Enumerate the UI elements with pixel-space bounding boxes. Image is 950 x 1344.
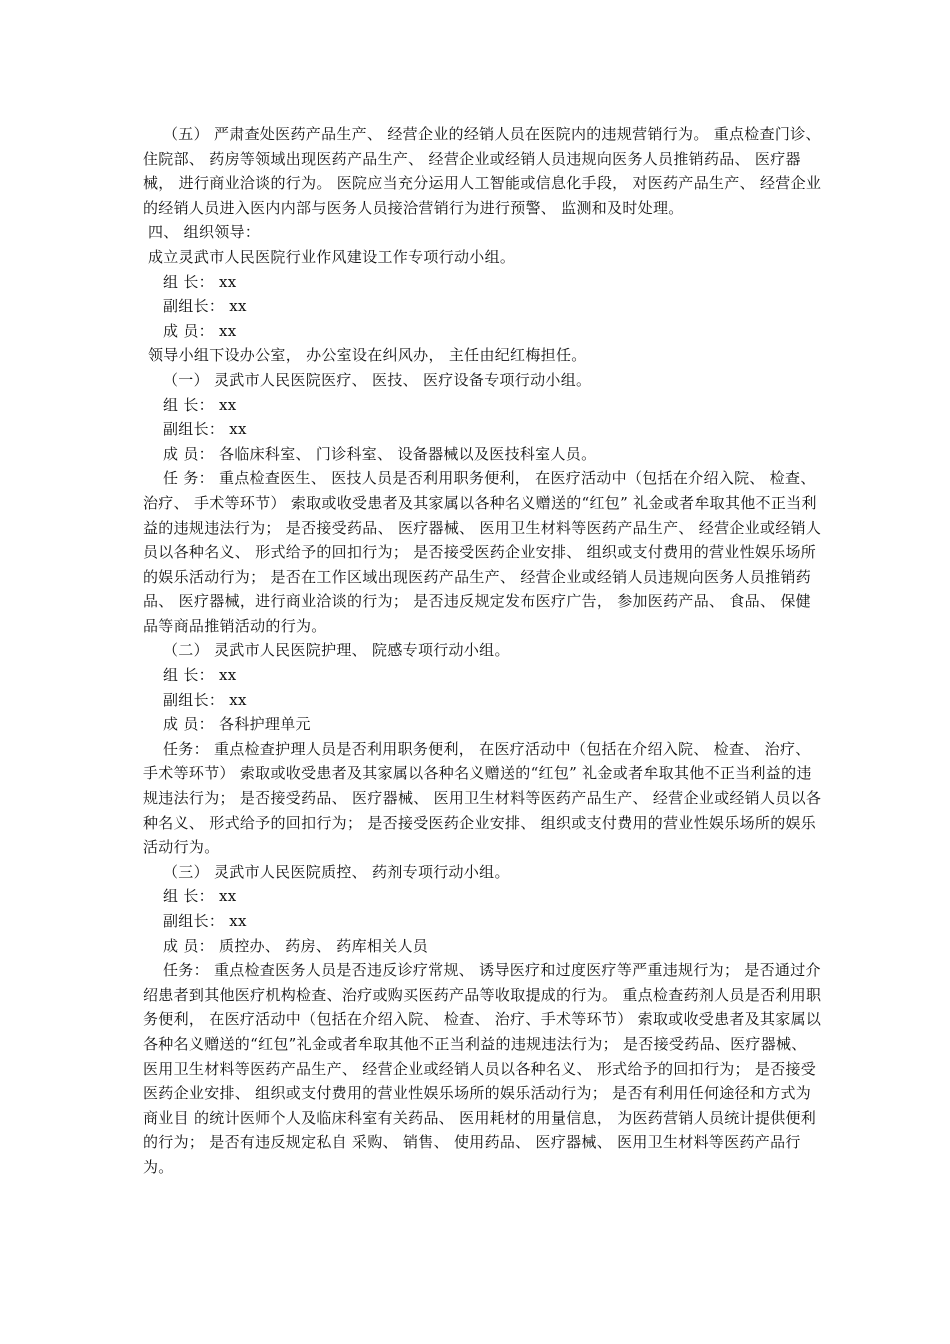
paragraph-group-established: 成立灵武市人民医院行业作风建设工作专项行动小组。 xyxy=(148,247,516,266)
subgroup-three-members: 成 员： 质控办、 药房、 药库相关人员 xyxy=(163,936,429,955)
office-line: 领导小组下设办公室， 办公室设在纠风办， 主任由纪红梅担任。 xyxy=(148,346,587,365)
subgroup-three-deputy: 副组长： xx xyxy=(163,912,247,930)
subgroup-one-leader: 组 长： xx xyxy=(163,395,237,414)
group-leader-line: 组 长： xx xyxy=(163,272,237,291)
subgroup-three-tasks: 任务： 重点检查医务人员是否违反诊疗常规、 诱导医疗和过度医疗等严重违规行为； 是否通过介绍患者到其他医疗机构检查、治疗或购买医药产品等收取提成的行为。 重点检查药剂人员是否利用职务便利， 在医疗活动中（包括在介绍入院、 检查、 治疗、手术等环节） 索取或收受患者及其家属以各种名义赠送的“红包”礼金或者牟取其他不正当利益的违规违法行为； 是否接受药品、医疗器械、 医用卫生材料等医药产品生产、 经营企业或经销人员以各种名义、 形式给予的回扣行为； 是否接受医药企业安排、 组织或支付费用的营业性娱乐场所的娱乐活动行为； 是否有利用任何途径和方式为商业目 的统计医师个人及临床科室有关药品、 医用耗材的用量信息， 为医药营销人员统计提供便利的行为； 是否有违反规定私自 采购、 销售、 使用药品、 医疗器械、 医用卫生材料等医药产品行为。 xyxy=(143,961,822,1176)
subgroup-two-tasks: 任务： 重点检查护理人员是否利用职务便利， 在医疗活动中（包括在介绍入院、 检查、 治疗、 手术等环节） 索取或收受患者及其家属以各种名义赠送的“红包” 礼金或者牟取其他不正当利益的违规违法行为； 是否接受药品、 医疗器械、 医用卫生材料等医药产品生产、 经营企业或经销人员以各种名义、 形式给予的回扣行为； 是否接受医药企业安排、 组织或支付费用的营业性娱乐场所的娱乐活动行为。 xyxy=(143,739,822,857)
paragraph-section-five: （五） 严肃查处医药产品生产、 经营企业的经销人员在医院内的违规营销行为。 重点检查门诊、 住院部、 药房等领域出现医药产品生产、 经营企业或经销人员违规向医务人员推销药品、 医疗器械， 进行商业洽谈的行为。 医院应当充分运用人工智能或信息化手段， 对医药产品生产、 经营企业的经销人员进入医内内部与医务人员接洽营销行为进行预警、 监测和及时处理。 xyxy=(143,125,822,217)
subgroup-three-heading: （三） 灵武市人民医院质控、 药剂专项行动小组。 xyxy=(163,862,510,881)
deputy-leader-line: 副组长： xx xyxy=(163,297,247,316)
subgroup-one-deputy: 副组长： xx xyxy=(163,420,247,439)
subgroup-three-leader: 组 长： xx xyxy=(163,887,237,906)
subgroup-two-leader: 组 长： xx xyxy=(163,666,237,685)
heading-organization-leadership: 四、 组织领导： xyxy=(148,223,261,242)
subgroup-one-tasks: 任 务： 重点检查医生、 医技人员是否利用职务便利， 在医疗活动中（包括在介绍入院、 检查、 治疗、 手术等环节） 索取或收受患者及其家属以各种名义赠送的“红包” 礼金或者牟取其他不正当利益的违规违法行为； 是否接受药品、 医疗器械、 医用卫生材料等医药产品生产、 经营企业或经销人员以各种名义、 形式给予的回扣行为； 是否接受医药企业安排、 组织或支付费用的营业性娱乐场所的娱乐活动行为； 是否在工作区域出现医药产品生产、 经营企业或经销人员违规向医务人员推销药品、 医疗器械，进行商业洽谈的行为； 是否违反规定发布医疗广告， 参加医药产品、 食品、 保健品等商品推销活动的行为。 xyxy=(143,469,822,635)
subgroup-two-deputy: 副组长： xx xyxy=(163,690,247,709)
subgroup-one-members: 成 员： 各临床科室、 门诊科室、 设备器械以及医技科室人员。 xyxy=(163,444,597,463)
members-line: 成 员： xx xyxy=(163,321,237,340)
subgroup-two-members: 成 员： 各科护理单元 xyxy=(163,715,311,734)
subgroup-one-heading: （一） 灵武市人民医院医疗、 医技、 医疗设备专项行动小组。 xyxy=(163,370,592,389)
document-body xyxy=(143,122,823,1180)
subgroup-two-heading: （二） 灵武市人民医院护理、 院感专项行动小组。 xyxy=(163,641,510,660)
